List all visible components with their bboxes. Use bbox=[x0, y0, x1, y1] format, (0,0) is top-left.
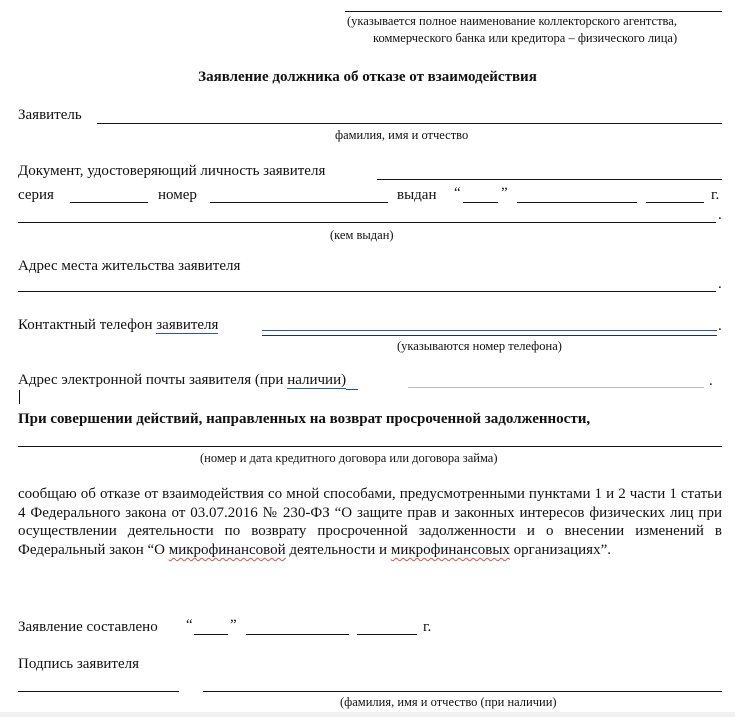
issued-label: выдан bbox=[397, 187, 437, 203]
address-end-dot: . bbox=[718, 276, 722, 292]
email-label bbox=[18, 371, 358, 390]
email-end-dot: . bbox=[709, 373, 713, 389]
series-label: серия bbox=[18, 187, 54, 203]
number-field[interactable] bbox=[210, 202, 388, 203]
recipient-field[interactable] bbox=[345, 11, 722, 12]
email-label-text: Адрес электронной почты заявителя (при bbox=[18, 372, 288, 388]
id-document-type-field[interactable] bbox=[377, 179, 722, 180]
issued-day-field[interactable] bbox=[463, 202, 498, 203]
document-title: Заявление должника об отказе от взаимодействия bbox=[198, 69, 537, 85]
issued-by-end-dot: . bbox=[718, 207, 722, 223]
overdue-heading: При совершении действий, направленных на возврат просроченной задолженности, bbox=[18, 411, 591, 427]
page-bottom-edge bbox=[0, 712, 735, 717]
date-year-suffix: г. bbox=[423, 619, 432, 635]
issued-year-suffix: г. bbox=[711, 187, 720, 203]
date-day-field[interactable] bbox=[194, 634, 228, 635]
date-year-field[interactable] bbox=[357, 634, 417, 635]
address-field[interactable] bbox=[18, 291, 716, 292]
phone-end-dot: . bbox=[718, 318, 722, 334]
refusal-statement bbox=[18, 485, 722, 559]
refusal-text-part2: деятельности и bbox=[285, 541, 391, 558]
date-open-quote: “ bbox=[186, 617, 193, 633]
recipient-hint-line1: (указывается полное наименование коллекторского агентства, bbox=[347, 14, 677, 28]
series-field[interactable] bbox=[70, 202, 148, 203]
address-label: Адрес места жительства заявителя bbox=[18, 258, 241, 274]
number-label: номер bbox=[158, 187, 197, 203]
applicant-label: Заявитель bbox=[18, 107, 82, 123]
phone-field[interactable] bbox=[262, 330, 717, 336]
email-field[interactable] bbox=[408, 387, 704, 388]
issued-close-quote: ” bbox=[501, 185, 508, 201]
date-label: Заявление составлено bbox=[18, 619, 158, 635]
refusal-text-spellcheck-word: микрофинансовых bbox=[390, 541, 510, 558]
phone-label-text: Контактный телефон bbox=[18, 317, 157, 333]
contract-hint: (номер и дата кредитного договора или договора займа) bbox=[200, 451, 498, 465]
refusal-text-part1: сообщаю об отказе от взаимодействия со мной способами, предусмотренными пунктами 1 и 2 части 1 статьи 4 Федерального закона от 03.07.2016 № 230-ФЗ “О защите прав и законных интересов физических лиц при осуществлении деятельности по возврату просроченной задолженности и о внесении изменений в Федеральный закон “О bbox=[18, 486, 722, 558]
refusal-text-spellcheck-word: микрофинансовой bbox=[168, 541, 286, 558]
date-month-field[interactable] bbox=[246, 634, 349, 635]
issued-by-hint: (кем выдан) bbox=[330, 228, 394, 242]
applicant-name-field[interactable] bbox=[97, 123, 722, 124]
date-close-quote: ” bbox=[230, 617, 237, 633]
recipient-hint-line2: коммерческого банка или кредитора – физического лица) bbox=[373, 31, 678, 45]
signature-field[interactable] bbox=[18, 691, 179, 692]
phone-label bbox=[18, 316, 218, 334]
email-label-underlined: наличии) bbox=[287, 372, 347, 388]
issued-year-field[interactable] bbox=[646, 202, 704, 203]
email-underline-tail bbox=[346, 371, 358, 390]
signature-name-field[interactable] bbox=[203, 691, 722, 692]
id-document-label: Документ, удостоверяющий личность заявителя bbox=[18, 163, 326, 179]
signature-label: Подпись заявителя bbox=[18, 656, 140, 672]
signature-name-hint: (фамилия, имя и отчество (при наличии) bbox=[340, 695, 557, 709]
contract-field[interactable] bbox=[18, 446, 722, 447]
issued-by-field[interactable] bbox=[18, 222, 716, 223]
issued-open-quote: “ bbox=[454, 185, 461, 201]
refusal-text-part3: организациях”. bbox=[509, 541, 611, 558]
phone-label-underlined: заявителя bbox=[156, 317, 219, 333]
phone-hint: (указываются номер телефона) bbox=[397, 339, 562, 353]
applicant-name-hint: фамилия, имя и отчество bbox=[335, 128, 469, 142]
text-cursor bbox=[19, 390, 20, 404]
issued-month-field[interactable] bbox=[517, 202, 637, 203]
